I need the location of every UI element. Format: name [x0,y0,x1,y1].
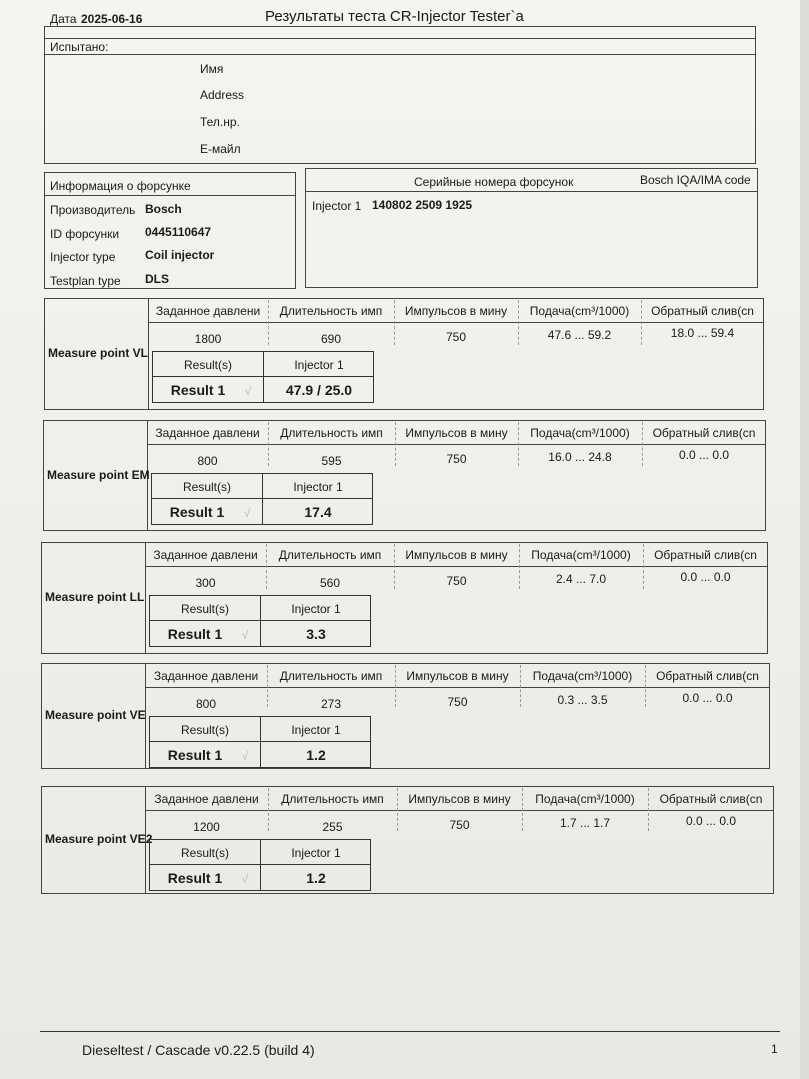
backflow-value: 0.0 ... 0.0 [685,814,737,828]
injector-type-value: Coil injector [145,248,215,262]
measure-point-name: Measure point VE [45,708,146,722]
date-label: Дата [50,12,77,26]
results-table [149,716,371,768]
pressure-value: 800 [197,454,218,468]
result-row-label: Result 1 [169,504,225,520]
injector-type-label: Injector type [50,250,116,264]
duration-value: 273 [320,697,342,711]
serials-injector-number: 140802 2509 1925 [372,198,473,212]
results-table [151,473,373,525]
result-row-label: Result 1 [170,382,226,398]
column-header: Импульсов в мину [404,304,508,318]
check-icon: √ [241,872,249,886]
delivery-value: 16.0 ... 24.8 [548,450,612,464]
backflow-value: 18.0 ... 59.4 [670,326,735,340]
pressure-value: 1800 [194,332,222,346]
injector-header: Injector 1 [291,723,341,737]
results-header: Result(s) [180,723,229,737]
column-header: Заданное давлени [154,792,259,806]
column-header: Длительность имп [278,548,382,562]
results-table [152,351,374,403]
injector-id-value: 0445110647 [145,225,212,239]
backflow-value: 0.0 ... 0.0 [682,691,733,705]
measure-point-name: Measure point LL [45,590,145,604]
results-header: Result(s) [183,358,232,372]
column-header: Подача(cm³/1000) [529,304,630,318]
results-header: Result(s) [182,480,231,494]
tested-name-label: Имя [200,62,224,76]
manufacturer-label: Производитель [50,203,136,217]
injector-header: Injector 1 [293,480,343,494]
column-header: Заданное давлени [155,304,261,318]
results-header: Result(s) [180,602,229,616]
column-header: Импульсов в мину [408,792,511,806]
check-icon: √ [244,384,252,398]
manufacturer-value: Bosch [145,202,182,216]
pulses-value: 750 [445,330,467,344]
iqa-code-header: Bosch IQA/IMA code [640,173,751,187]
result-row-label: Result 1 [167,747,223,763]
injector-info-title: Информация о форсунке [50,179,191,193]
injector-header: Injector 1 [291,602,341,616]
column-header: Импульсов в мину [405,426,508,440]
result-row-label: Result 1 [167,870,223,886]
measure-point-name: Measure point VL [48,346,149,360]
column-header: Заданное давлени [153,669,259,683]
serials-injector-label: Injector 1 [312,199,362,213]
measure-point-name: Measure point EM [47,467,150,482]
measure-point-name: Measure point VE2 [45,832,153,846]
delivery-value: 2.4 ... 7.0 [555,572,607,586]
result-value: 1.2 [306,747,326,763]
check-icon: √ [241,749,249,763]
date-value: 2025-06-16 [81,12,143,26]
page-number: 1 [771,1042,778,1056]
duration-value: 690 [320,332,342,346]
column-header: Длительность имп [279,669,383,683]
column-header: Подача(cm³/1000) [535,792,635,806]
result-value: 17.4 [304,504,332,520]
pressure-value: 300 [195,576,216,590]
serials-title: Серийные номера форсунок [414,175,574,189]
pressure-value: 800 [195,697,217,711]
delivery-value: 1.7 ... 1.7 [559,816,611,830]
column-header: Обратный слив(cn [651,304,754,318]
result-row-label: Result 1 [167,626,223,642]
injector-header: Injector 1 [294,358,344,372]
column-header: Подача(cm³/1000) [530,426,630,440]
page-title: Результаты теста CR-Injector Tester`a [265,8,524,25]
backflow-value: 0.0 ... 0.0 [678,448,730,462]
tested-section [44,26,756,164]
result-value: 1.2 [306,870,326,886]
delivery-value: 0.3 ... 3.5 [557,693,608,707]
testplan-type-value: DLS [145,272,169,286]
results-table [149,839,371,891]
check-icon: √ [241,628,249,642]
tested-address-label: Address [200,88,245,102]
backflow-value: 0.0 ... 0.0 [680,570,731,584]
results-table [149,595,371,647]
column-header: Длительность имп [279,304,383,318]
column-header: Обратный слив(cn [654,548,757,562]
duration-value: 255 [322,820,343,834]
result-value: 3.3 [306,626,326,642]
pulses-value: 750 [449,818,470,832]
column-header: Длительность имп [280,426,383,440]
footer-software: Dieseltest / Cascade v0.22.5 (build 4) [82,1042,315,1058]
check-icon: √ [243,506,251,520]
column-header: Длительность имп [281,792,384,806]
tested-email-label: E-майл [200,142,241,156]
injector-id-label: ID форсунки [50,227,120,241]
column-header: Подача(cm³/1000) [531,548,631,562]
pulses-value: 750 [446,452,467,466]
delivery-value: 47.6 ... 59.2 [547,328,612,342]
duration-value: 560 [319,576,341,590]
injector-header: Injector 1 [291,846,341,860]
pressure-value: 1200 [193,820,220,834]
pulses-value: 750 [447,695,468,709]
testplan-type-label: Testplan type [50,274,121,288]
duration-value: 595 [321,454,342,468]
column-header: Обратный слив(cn [652,426,756,440]
column-header: Импульсов в мину [406,669,509,683]
column-header: Подача(cm³/1000) [532,669,633,683]
tested-title: Испытано: [50,40,109,54]
results-header: Result(s) [180,846,229,860]
result-value: 47.9 / 25.0 [285,382,353,398]
column-header: Заданное давлени [153,548,258,562]
column-header: Импульсов в мину [405,548,508,562]
column-header: Заданное давлени [155,426,260,440]
pulses-value: 750 [446,574,467,588]
column-header: Обратный слив(cn [659,792,763,806]
column-header: Обратный слив(cn [656,669,759,683]
tested-phone-label: Тел.нр. [200,115,240,129]
